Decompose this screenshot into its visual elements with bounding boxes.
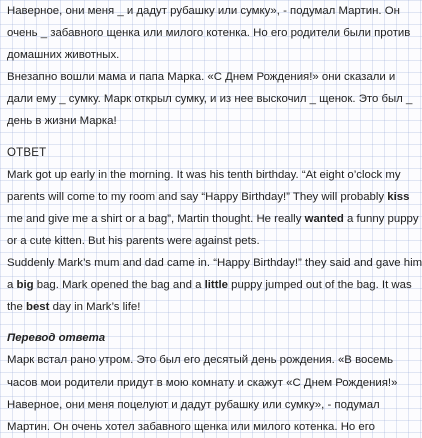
translation-line: Мартин. Он очень хотел забавного щенка или милого котенка. Но его [7, 420, 375, 433]
answer-word-wanted: wanted [304, 212, 344, 225]
answer-text: a funny puppy [343, 212, 419, 225]
answer-word-kiss: kiss [387, 190, 410, 203]
text-line: дали ему _ сумку. Марк открыл сумку, и из нее выскочил _ щенок. Это был _ [7, 93, 413, 106]
answer-word-best: best [26, 301, 50, 314]
answer-text: puppy jumped out of the bag. It was [228, 279, 412, 292]
text-line: Внезапно вошли мама и папа Марка. «С Днем Рождения!» они сказали и [7, 71, 396, 84]
text-line: домашних животных. [7, 49, 120, 62]
answer-line: or a cute kitten. But his parents were against pets. [7, 234, 260, 247]
answer-line [7, 208, 419, 230]
answer-text: a [7, 279, 17, 292]
worksheet-page [7, 0, 422, 438]
answer-text: the [7, 301, 26, 314]
answer-line [7, 296, 403, 318]
translation-line: часов мои родители придут в мою комнату и скажут «С Днем Рождения!» [7, 376, 398, 389]
answer-line [7, 186, 410, 208]
answer-word-big: big [16, 279, 34, 292]
answer-line [7, 274, 412, 296]
russian-text-block [7, 0, 413, 133]
answer-text: bag. Mark opened the bag and a [33, 279, 205, 292]
text-line: день в жизни Марка! [7, 115, 117, 128]
answer-text: parents will come to my room and say “Happy Birthday!” They will probably [7, 190, 388, 203]
answer-word-little: little [204, 279, 229, 292]
answer-text: day in Mark’s life! [49, 301, 141, 314]
text-line: очень _ забавного щенка или милого котенка. Но его родители были против [7, 27, 411, 40]
answer-heading: ОТВЕТ [7, 146, 47, 159]
translation-heading: Перевод ответа [7, 332, 106, 345]
translation-line: Марк встал рано утром. Это был его десятый день рождения. «В восемь [7, 354, 394, 367]
translation-line: Наверное, они меня поцелуют и дадут рубашку или сумку», - подумал [7, 398, 380, 411]
answer-line: Mark got up early in the morning. It was his tenth birthday. “At eight o’clock my [7, 168, 401, 181]
answer-line: Suddenly Mark’s mum and dad came in. “Happy Birthday!” they said and gave him [7, 257, 422, 270]
translation-text-block [7, 349, 403, 437]
answer-text-block [7, 164, 422, 319]
answer-text: me and give me a shirt or a bag”, Martin thought. He really [7, 212, 305, 225]
text-line: Наверное, они меня _ и дадут рубашку или сумку», - подумал Мартин. Он [7, 5, 400, 17]
